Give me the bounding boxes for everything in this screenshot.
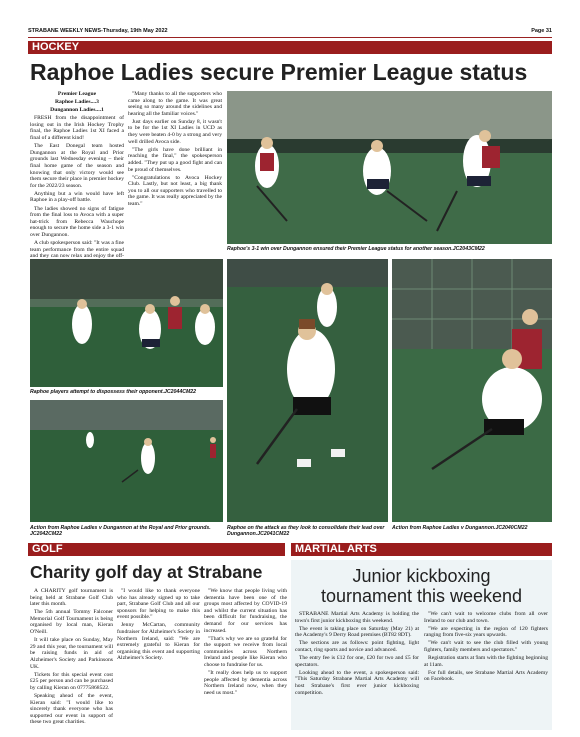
hockey-column-1 bbox=[30, 91, 124, 260]
article-paragraph: The East Donegal team hosted Dungannon at the Royal and Prior grounds last Wednesday evening – their final home game of the season and knowing that only victory would see them secure their place in premier hockey for the 2022/23 season. bbox=[30, 143, 124, 189]
article-paragraph: "We know that people living with dementia have been one of the groups most affected by COVID-19 and whilst the current situation has been difficult for fundraising, the demand for our services has increased. bbox=[204, 588, 287, 634]
caption-grounds: Action from Raphoe Ladies v Dungannon at the Royal and Prior grounds. JC2042CM22 bbox=[30, 525, 211, 537]
league-line: Premier League bbox=[57, 91, 97, 97]
article-paragraph: "I would like to thank everyone who has already signed up to take part, Strabane Golf Club and all our sponsors for helping to make this event possible." bbox=[117, 588, 200, 621]
hockey-photo-main bbox=[227, 91, 552, 244]
golf-headline: Charity golf day at Strabane bbox=[30, 562, 263, 582]
page-number: Page 31 bbox=[531, 28, 552, 34]
publication-date: STRABANE WEEKLY NEWS-Thursday, 19th May 2022 bbox=[28, 28, 168, 34]
article-paragraph: Speaking ahead of the event, Kieran said: "I would like to sincerely thank everyone who has supported our event in support of these two great charities. bbox=[30, 692, 113, 726]
golf-column-3 bbox=[204, 588, 287, 728]
section-label: MARTIAL ARTS bbox=[295, 543, 377, 555]
caption-action: Action from Raphoe Ladies v Dungannon.JC2040CM22 bbox=[392, 525, 528, 531]
header-rule bbox=[28, 37, 552, 38]
article-paragraph: "We are expecting in the region of 120 fighters ranging from five-six years upwards. bbox=[424, 625, 548, 639]
hockey-photo-dispossess bbox=[30, 259, 223, 387]
golf-column-1 bbox=[30, 588, 113, 728]
section-bar-golf bbox=[28, 543, 285, 556]
article-paragraph: It will take place on Sunday, May 29 and this year, the tournament will be raising funds in aid of Alzheimer's Society and Parkinsons UK. bbox=[30, 637, 113, 670]
article-paragraph: Registration starts at 9am with the fighting beginning at 11am. bbox=[424, 655, 548, 668]
article-paragraph: Tickets for this special event cost £25 per person and can be purchased by calling Kieran on 07775868522. bbox=[30, 671, 113, 691]
article-paragraph: "We can't wait to welcome clubs from all over Ireland to our club and town. bbox=[424, 611, 548, 624]
golf-column-2 bbox=[117, 588, 200, 728]
article-paragraph: "Congratulations to Avoca Hockey Club. Lastly, but not least, a big thank you to all our supporters who travelled to the game. It was really appreciated by the team." bbox=[128, 174, 222, 207]
score-line-away: Dungannon Ladies....1 bbox=[50, 107, 104, 114]
kickboxing-headline-line-1: Junior kickboxing bbox=[352, 566, 491, 586]
article-paragraph: Anything but a win would have left Raphoe in a play-off battle. bbox=[30, 190, 124, 204]
caption-dispossess: Raphoe players attempt to dispossess their opponent.JC2044CM22 bbox=[30, 389, 197, 395]
section-label: HOCKEY bbox=[32, 41, 80, 53]
article-paragraph: The event is taking place on Saturday (May 21) at the Academy's 9 Derry Road premises (BT82 8DT). bbox=[295, 625, 419, 639]
article-paragraph: A club spokesperson said: "It was a fine team performance from the entire squad and they can now relax and enjoy the off- bbox=[30, 239, 124, 260]
hockey-photo-grounds bbox=[30, 400, 223, 522]
section-label: GOLF bbox=[32, 543, 63, 555]
article-paragraph: The 5th annual Tommy Falconer Memorial Golf Tournament is being organised by local man, Kieran O'Neill. bbox=[30, 609, 113, 636]
kickboxing-headline bbox=[291, 566, 552, 606]
kickboxing-headline-line-2: tournament this weekend bbox=[320, 586, 523, 606]
article-paragraph: The ladies showed no signs of fatigue from the final loss to Avoca with a super hat-trick from Rebecca Wauchope enough to secure the home side a 3-1 win over Dungannon. bbox=[30, 205, 124, 238]
kickboxing-column-1 bbox=[295, 611, 419, 729]
article-paragraph: Looking ahead to the event, a spokesperson said: "This Saturday Strabane Martial Arts Academy will host Strabane's first ever junior kickboxing competition. bbox=[295, 669, 419, 696]
article-paragraph: Just days earlier on Sunday 8, it wasn't to be for the 1st XI Ladies in UCD as they were beaten 4-0 by a strong and very well drilled Avoca side. bbox=[128, 118, 222, 145]
article-paragraph: The sections are as follows: point fighting, light contact, ring sports and novice and advanced. bbox=[295, 640, 419, 653]
caption-main-photo: Raphoe's 3-1 win over Dungannon ensured their Premier League status for another season.JC2043CM22 bbox=[227, 246, 485, 252]
article-paragraph: "Many thanks to all the supporters who came along to the game. It was great seeing so many around the sidelines and hearing all the familiar voices." bbox=[128, 91, 222, 117]
caption-attack: Raphoe on the attack as they look to consolidate their lead over Dungannon.JC2041CM22 bbox=[227, 525, 385, 537]
score-line-home: Raphoe Ladies....3 bbox=[55, 99, 99, 106]
article-paragraph: For full details, see Strabane Martial Arts Academy on Facebook. bbox=[424, 669, 548, 683]
hockey-photo-attack bbox=[227, 259, 388, 522]
article-paragraph: STRABANE Martial Arts Academy is holding the town's first junior kickboxing this weekend. bbox=[295, 611, 419, 624]
section-bar-hockey bbox=[28, 41, 552, 54]
section-bar-martial-arts bbox=[291, 543, 552, 556]
article-paragraph: "That's why we are so grateful for the support we receive from local communities across Northern Ireland and people like Kieran who choose to fundraise for us. bbox=[204, 635, 287, 669]
article-paragraph: "We can't wait to see the club filled with young fighters, family members and spectators." bbox=[424, 640, 548, 653]
hockey-headline: Raphoe Ladies secure Premier League status bbox=[30, 59, 528, 85]
kickboxing-column-2 bbox=[424, 611, 548, 729]
article-paragraph: The entry fee is £12 for one, £20 for two and £5 for spectators. bbox=[295, 655, 419, 668]
article-paragraph: FRESH from the disappointment of losing out in the Irish Hockey Trophy final, the Raphoe Ladies 1st XI faced a final of a different kind! bbox=[30, 115, 124, 142]
article-paragraph: "The girls have done brilliant in reaching the final," the spokesperson added. "They put up a good fight and can be proud of themselves. bbox=[128, 146, 222, 173]
article-paragraph: Jenny McCartan, community fundraiser for Alzheimer's Society in Northern Ireland, said: "We are extremely grateful to Kieran for organising this event and supporting Alzheimer's Society. bbox=[117, 622, 200, 662]
article-paragraph: "It really does help us to support people affected by dementia across Northern Ireland now, when they need us most." bbox=[204, 670, 287, 696]
hockey-photo-action bbox=[392, 259, 552, 522]
hockey-column-2 bbox=[128, 91, 222, 241]
article-paragraph: A CHARITY golf tournament is being held at Strabane Golf Club later this month. bbox=[30, 588, 113, 608]
